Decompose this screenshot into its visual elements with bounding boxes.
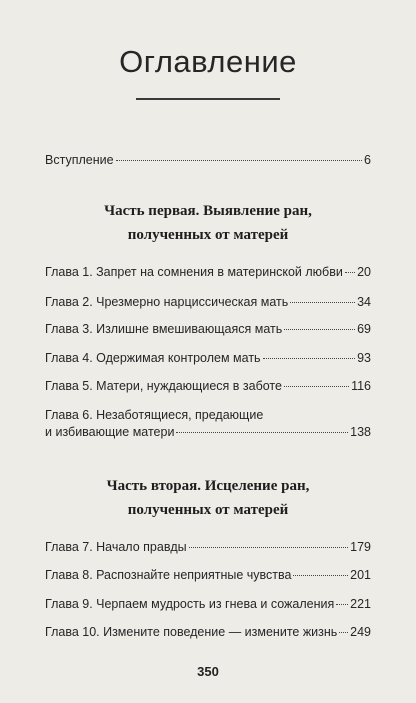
dot-leader — [189, 547, 349, 548]
toc-entry-title: Глава 2. Чрезмерно нарциссическая мать — [45, 295, 289, 309]
dot-leader — [116, 160, 362, 161]
toc-entry-title: Вступление — [45, 153, 114, 167]
toc-entry-page: 138 — [350, 425, 371, 439]
toc-entry-chapter-9 — [45, 596, 371, 613]
toc-entry-chapter-8 — [45, 567, 371, 584]
part-two-heading-line2: полученных от матерей — [127, 502, 289, 518]
toc-entry-title: Глава 7. Начало правды — [45, 540, 187, 554]
toc-entry-page: 93 — [357, 351, 371, 365]
dot-leader — [263, 358, 356, 359]
toc-entry-intro — [45, 152, 371, 169]
toc-entry-chapter-3 — [45, 321, 371, 338]
title-underline — [136, 98, 280, 100]
toc-entry-title: Глава 5. Матери, нуждающиеся в заботе — [45, 379, 282, 393]
part-two-heading — [0, 474, 416, 522]
toc-entry-chapter-10 — [45, 624, 371, 641]
toc-entry-title: Глава 3. Излишне вмешивающаяся мать — [45, 322, 283, 336]
dot-leader — [293, 575, 348, 576]
dot-leader — [284, 329, 355, 330]
dot-leader — [345, 272, 355, 273]
toc-entry-title: Глава 1. Запрет на сомнения в материнской любви — [45, 265, 343, 279]
toc-entry-page: 201 — [350, 568, 371, 582]
dot-leader — [284, 386, 349, 387]
part-two-heading-line1: Часть вторая. Исцеление ран, — [106, 478, 310, 494]
toc-entry-page: 116 — [351, 379, 371, 393]
page-title: Оглавление — [119, 44, 297, 79]
toc-entry-page: 20 — [357, 265, 371, 279]
part-one-heading-line2: полученных от матерей — [127, 227, 289, 243]
toc-entry-title-line1: Глава 6. Незаботящиеся, предающие — [45, 408, 264, 422]
toc-entry-title: Глава 8. Распознайте неприятные чувства — [45, 568, 292, 582]
toc-entry-title-line2: и избивающие матери — [45, 425, 175, 439]
part-one-heading — [0, 199, 416, 247]
dot-leader — [336, 604, 348, 605]
dot-leader — [290, 302, 355, 303]
part-one-heading-line1: Часть первая. Выявление ран, — [104, 203, 312, 219]
toc-entry-chapter-7 — [45, 539, 371, 556]
toc-entry-chapter-6 — [45, 407, 371, 441]
toc-entry-page: 179 — [350, 540, 371, 554]
toc-entry-chapter-5 — [45, 378, 371, 395]
toc-entry-page: 249 — [350, 625, 371, 639]
toc-entry-page: 6 — [364, 153, 371, 167]
toc-entry-title: Глава 9. Черпаем мудрость из гнева и сожаления — [45, 597, 335, 611]
toc-entry-page: 69 — [357, 322, 371, 336]
toc-entry-page: 221 — [350, 597, 371, 611]
toc-entry-chapter-1 — [45, 264, 371, 281]
toc-entry-page: 34 — [357, 295, 371, 309]
dot-leader — [339, 632, 348, 633]
toc-entry-title: Глава 4. Одержимая контролем мать — [45, 351, 261, 365]
toc-entry-title: Глава 10. Измените поведение — измените жизнь — [45, 625, 338, 639]
toc-entry-chapter-2 — [45, 294, 371, 311]
dot-leader — [176, 432, 348, 433]
page-number: 350 — [197, 664, 219, 679]
toc-entry-chapter-4 — [45, 350, 371, 367]
